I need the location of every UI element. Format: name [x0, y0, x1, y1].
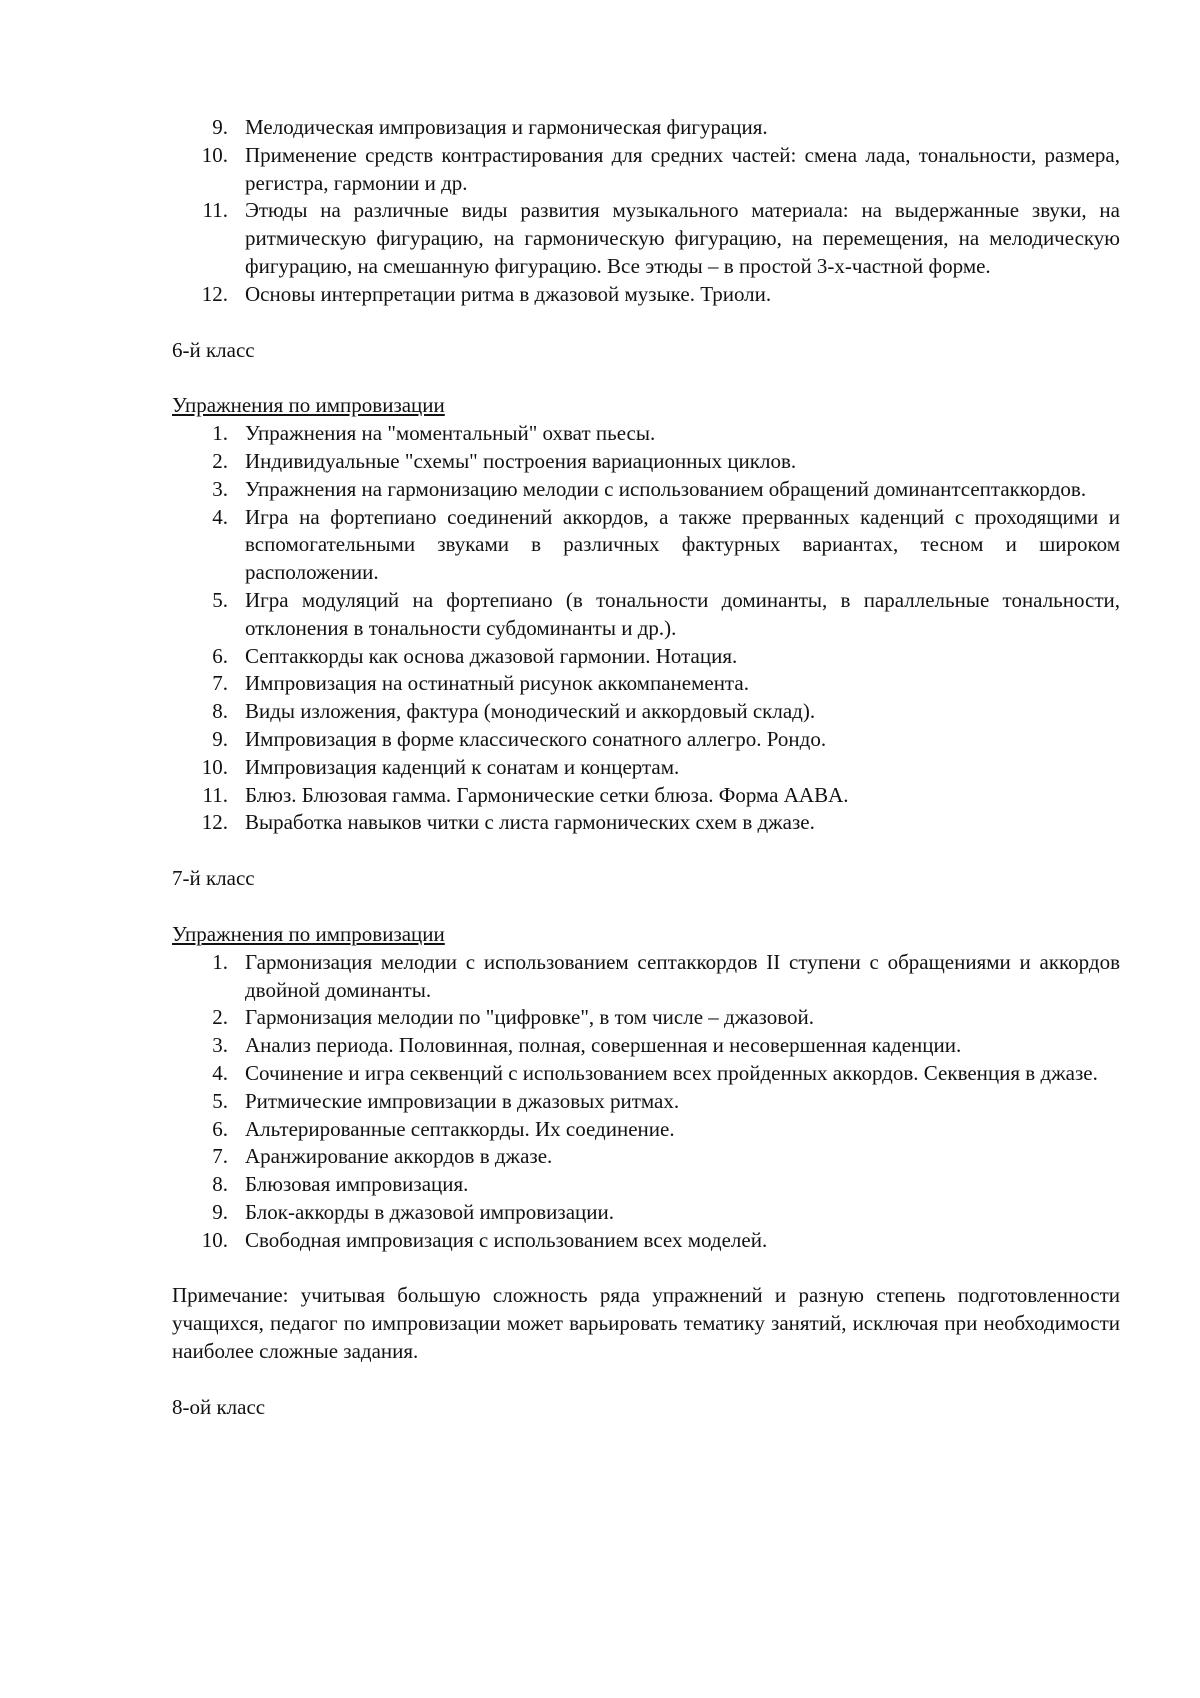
list-number: 1.	[212, 949, 228, 974]
grade-7-heading: 7-й класс	[172, 866, 255, 891]
list-text: Ритмические импровизации в джазовых ритмах.	[245, 1088, 680, 1113]
list-item	[172, 587, 1120, 643]
grade-6-subheading: Упражнения по импровизации	[172, 393, 445, 418]
list-number: 10.	[201, 754, 228, 779]
list-text: Свободная импровизация с использованием всех моделей.	[245, 1227, 768, 1252]
list-item	[172, 448, 1120, 476]
list-item	[172, 142, 1120, 198]
list-number: 5.	[212, 587, 228, 612]
list-number: 9.	[212, 726, 228, 751]
list-number: 6.	[212, 1116, 228, 1141]
list-item	[172, 643, 1120, 671]
grade-8-heading: 8-ой класс	[172, 1394, 266, 1419]
list-item	[172, 1088, 1120, 1116]
list-number: 4.	[212, 504, 228, 529]
list-number: 1.	[212, 421, 228, 446]
list-text: Импровизация на остинатный рисунок аккомпанемента.	[245, 671, 749, 696]
list-text: Игра на фортепиано соединений аккордов, а также прерванных каденций с проходящими и вспомогательными звуками в различных фактурных вариантах, тесном и широком расположении.	[245, 504, 1120, 585]
grade-7-subheading: Упражнения по импровизации	[172, 921, 445, 946]
list-text: Блюз. Блюзовая гамма. Гармонические сетки блюза. Форма AABA.	[245, 782, 849, 807]
list-number: 9.	[212, 1199, 228, 1224]
list-number: 9.	[212, 115, 228, 139]
list-item	[172, 809, 1120, 837]
list-text: Этюды на различные виды развития музыкального материала: на выдержанные звуки, на ритмическую фигурацию, на гармоническую фигурацию, на перемещения, на мелодическую фигурацию, на смешанную фигурацию. Все этюды – в простой 3-х-частной форме.	[245, 198, 1120, 278]
list-number: 10.	[201, 142, 228, 167]
list-item	[172, 949, 1120, 1005]
top-list	[172, 114, 1120, 309]
list-item	[172, 1060, 1120, 1088]
list-item	[172, 114, 1120, 142]
grade-7-list	[172, 949, 1120, 1255]
list-number: 2.	[212, 448, 228, 473]
list-item	[172, 782, 1120, 810]
list-number: 8.	[212, 699, 228, 724]
list-number: 11.	[202, 782, 228, 807]
list-item	[172, 670, 1120, 698]
list-number: 12.	[201, 810, 228, 835]
list-item	[172, 476, 1120, 504]
list-number: 4.	[212, 1060, 228, 1085]
list-text: Мелодическая импровизация и гармоническая фигурация.	[245, 115, 768, 139]
list-number: 3.	[212, 476, 228, 501]
list-text: Гармонизация мелодии по "цифровке", в том числе – джазовой.	[245, 1005, 814, 1030]
list-item	[172, 1032, 1120, 1060]
list-text: Импровизация в форме классического сонатного аллегро. Рондо.	[245, 726, 827, 751]
list-text: Блок-аккорды в джазовой импровизации.	[245, 1199, 614, 1224]
list-text: Индивидуальные "схемы" построения вариационных циклов.	[245, 448, 797, 473]
list-text: Виды изложения, фактура (монодический и аккордовый склад).	[245, 699, 816, 724]
list-item	[172, 1004, 1120, 1032]
list-number: 8.	[212, 1172, 228, 1197]
list-text: Анализ периода. Половинная, полная, совершенная и несовершенная каденции.	[245, 1033, 962, 1058]
list-number: 3.	[212, 1033, 228, 1058]
list-text: Упражнения на гармонизацию мелодии с использованием обращений доминантсептаккордов.	[245, 476, 1087, 501]
list-item	[172, 1143, 1120, 1171]
list-text: Применение средств контрастирования для средних частей: смена лада, тональности, размера, регистра, гармонии и др.	[245, 142, 1120, 195]
list-item	[172, 726, 1120, 754]
list-item	[172, 504, 1120, 587]
list-number: 7.	[212, 671, 228, 696]
list-item	[172, 1171, 1120, 1199]
list-number: 11.	[202, 198, 228, 223]
list-number: 2.	[212, 1005, 228, 1030]
list-item	[172, 754, 1120, 782]
list-number: 12.	[201, 281, 228, 306]
list-number: 5.	[212, 1088, 228, 1113]
list-item	[172, 1227, 1120, 1255]
list-number: 6.	[212, 643, 228, 668]
list-text: Упражнения на "моментальный" охват пьесы.	[245, 421, 656, 446]
list-text: Игра модуляций на фортепиано (в тональности доминанты, в параллельные тональности, отклонения в тональности субдоминанты и др.).	[245, 587, 1120, 640]
document-page	[172, 114, 1120, 1422]
list-text: Импровизация каденций к сонатам и концертам.	[245, 754, 680, 779]
list-item	[172, 698, 1120, 726]
grade-6-heading: 6-й класс	[172, 337, 255, 362]
list-item	[172, 1199, 1120, 1227]
list-text: Аранжирование аккордов в джазе.	[245, 1144, 553, 1169]
list-text: Альтерированные септаккорды. Их соединение.	[245, 1116, 675, 1141]
list-number: 7.	[212, 1144, 228, 1169]
list-text: Блюзовая импровизация.	[245, 1172, 469, 1197]
list-number: 10.	[201, 1227, 228, 1252]
note-paragraph: Примечание: учитывая большую сложность ряда упражнений и разную степень подготовленности учащихся, педагог по импровизации может варьировать тематику занятий, исключая при необходимости наиболее сложные задания.	[172, 1283, 1120, 1364]
list-text: Гармонизация мелодии с использованием септаккордов II ступени с обращениями и аккордов двойной доминанты.	[245, 949, 1120, 1002]
list-item	[172, 420, 1120, 448]
list-item	[172, 281, 1120, 309]
grade-6-list	[172, 420, 1120, 837]
list-text: Септаккорды как основа джазовой гармонии. Нотация.	[245, 643, 738, 668]
list-text: Выработка навыков читки с листа гармонических схем в джазе.	[245, 810, 815, 835]
list-item	[172, 197, 1120, 280]
list-item	[172, 1116, 1120, 1144]
list-text: Сочинение и игра секвенций с использованием всех пройденных аккордов. Секвенция в джазе.	[245, 1060, 1098, 1085]
list-text: Основы интерпретации ритма в джазовой музыке. Триоли.	[245, 281, 772, 306]
